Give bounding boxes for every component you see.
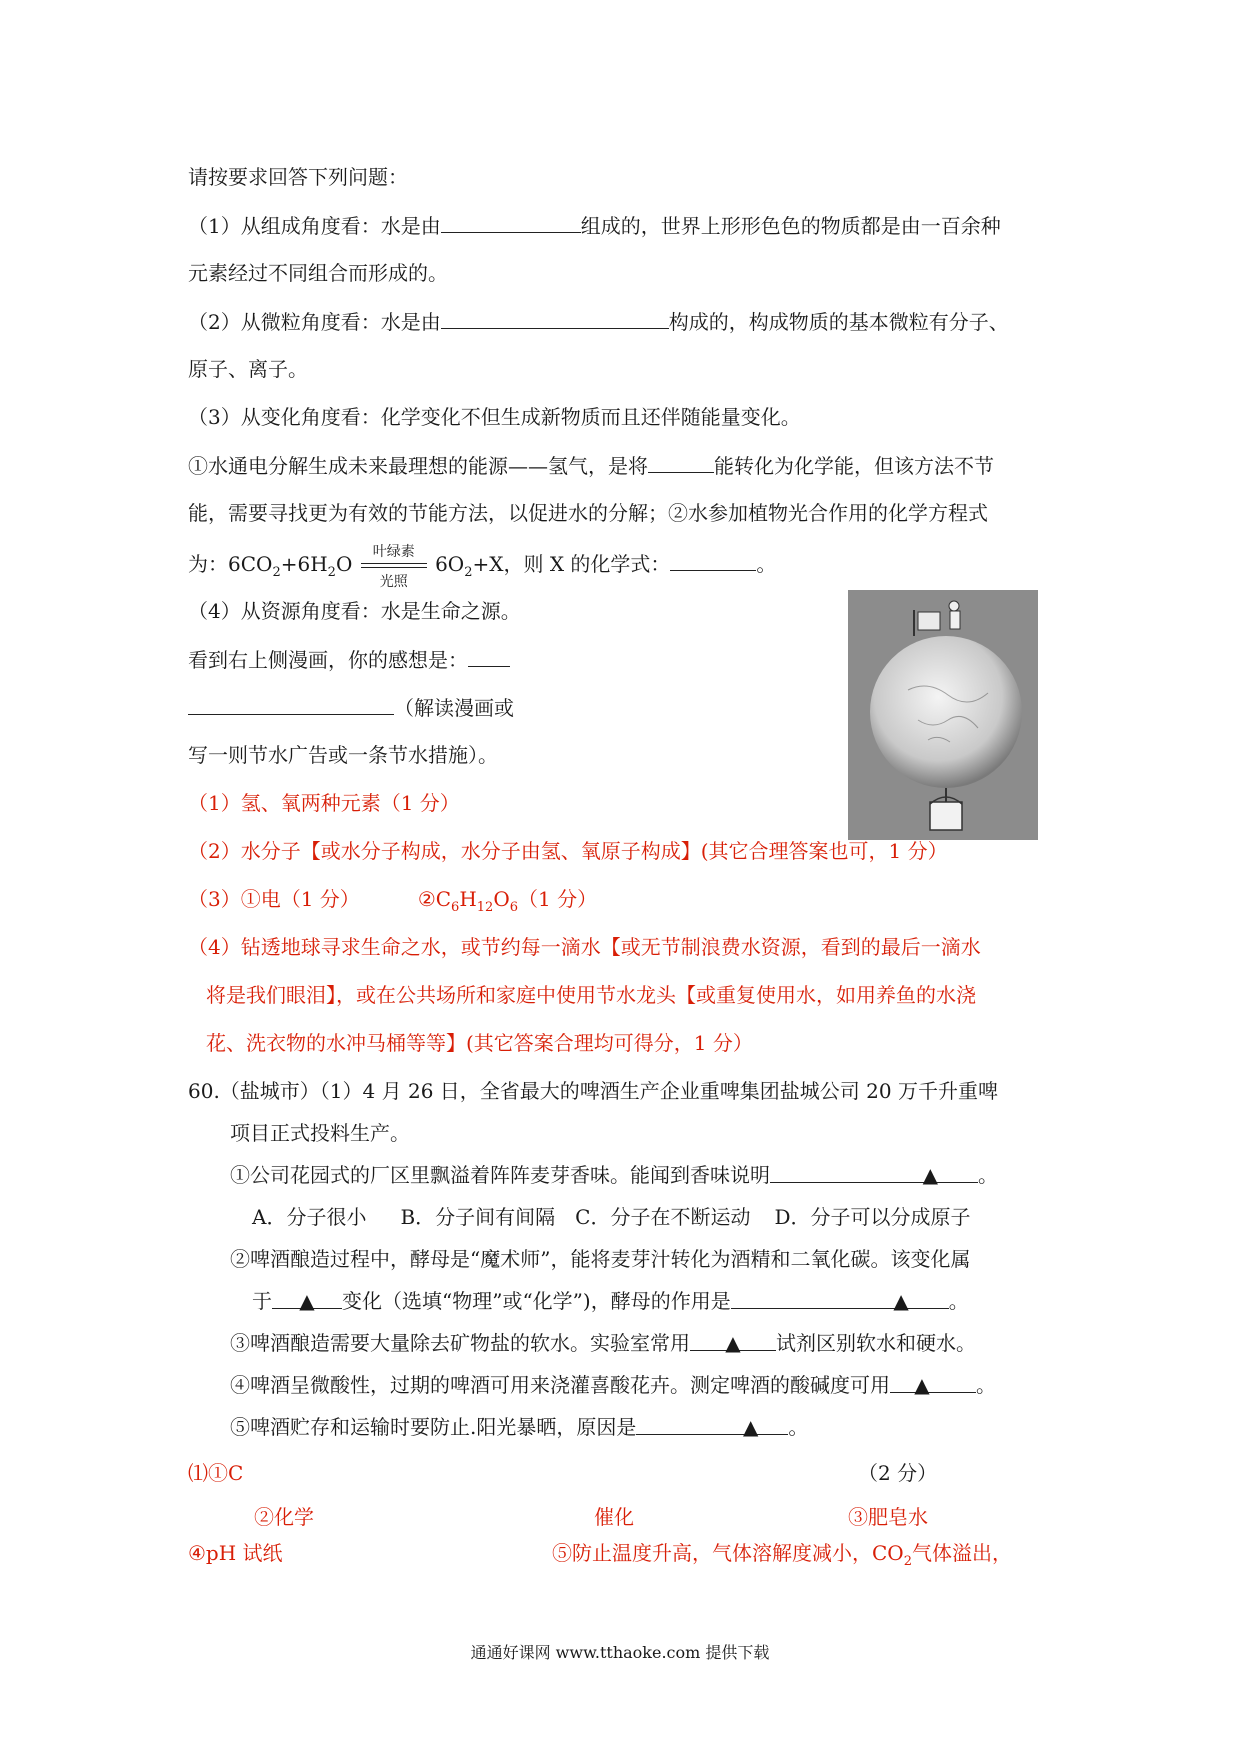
answer59-3: （3）①电（1 分） $②C_6H_{12}O_6(1$ 分）: [188, 887, 598, 915]
answer59-1: （1）氢、氧两种元素（1 分）: [188, 791, 460, 815]
q59-part4-heading: （4）从资源角度看：水是生命之源。: [188, 599, 521, 623]
option-a[interactable]: A．分子很小: [252, 1205, 367, 1229]
answer60-1: ⑴①C: [188, 1461, 244, 1485]
q59-part4-line1: 看到右上侧漫画，你的感想是：: [188, 646, 510, 673]
q60-item1: ①公司花园式的厂区里飘溢着阵阵麦芽香味。能闻到香味说明 ▲ 。: [230, 1163, 998, 1187]
q59-part3-line2: 能，需要寻找更为有效的节能方法，以促进水的分解；②水参加植物光合作用的化学方程式: [188, 501, 988, 525]
answer60-2: ②化学: [254, 1505, 314, 1529]
q59-part1-line1: （1）从组成角度看：水是由 组成的，世界上形形色色的物质都是由一百余种: [188, 214, 1001, 238]
q59-equation-line: 为：$6CO_2+6H_2O$ 叶绿素 光照 $6O_2+X$，则 X 的化学式： 。: [188, 543, 777, 590]
answer-blank[interactable]: [468, 646, 510, 667]
answer59-4-line1: （4）钻透地球寻求生命之水，或节约每一滴水【或无节制浪费水资源，看到的最后一滴水: [188, 935, 981, 959]
earth-water-tap-illustration: [848, 590, 1038, 840]
intro-text: 请按要求回答下列问题：: [188, 165, 408, 189]
answer-blank[interactable]: [441, 308, 669, 329]
answer-blank[interactable]: ▲: [770, 1162, 978, 1183]
q60-line1: 60.（盐城市）（1）4 月 26 日，全省最大的啤酒生产企业重啤集团盐城公司 20 万千升重啤: [188, 1079, 998, 1103]
q59-part2-line2: 原子、离子。: [188, 357, 308, 381]
answer-blank[interactable]: ▲: [731, 1288, 949, 1309]
answer60-5: ⑤防止温度升高，气体溶解度减小，$CO_2$气体溢出，: [552, 1541, 1012, 1569]
q59-part4-line2: （解读漫画或: [188, 694, 514, 721]
answer60-3: ③肥皂水: [848, 1505, 928, 1529]
option-b[interactable]: B．分子间有间隔: [400, 1205, 556, 1229]
q60-item5: ⑤啤酒贮存和运输时要防止.阳光暴晒，原因是 ▲ 。: [230, 1415, 809, 1439]
q59-part2-line1: （2）从微粒角度看：水是由 构成的，构成物质的基本微粒有分子、: [188, 310, 1009, 334]
q59-part1-line2: 元素经过不同组合而形成的。: [188, 261, 448, 285]
answer-blank[interactable]: ▲: [272, 1288, 342, 1309]
answer59-2: （2）水分子【或水分子构成，水分子由氢、氧原子构成】(其它合理答案也可，1 分）: [188, 839, 948, 863]
answer60-2-role: 催化: [594, 1505, 634, 1529]
water-drop-cartoon-image: [848, 590, 1038, 840]
q59-part4-line3: 写一则节水广告或一条节水措施）。: [188, 743, 498, 767]
page-footer: 通通好课网 www.tthaoke.com 提供下载: [470, 1643, 770, 1662]
reaction-condition-arrow: 叶绿素 光照: [359, 553, 429, 579]
option-c[interactable]: C．分子在不断运动: [575, 1205, 751, 1229]
q60-item4: ④啤酒呈微酸性，过期的啤酒可用来浇灌喜酸花卉。测定啤酒的酸碱度可用 ▲ 。: [230, 1373, 996, 1397]
option-d[interactable]: D．分子可以分成原子: [774, 1205, 971, 1229]
q60-options: [252, 1204, 971, 1230]
q60-item2-line2: 于 ▲ 变化（选填“物理”或“化学”)，酵母的作用是 ▲ 。: [252, 1289, 969, 1313]
q59-part3-line1: ①水通电分解生成未来最理想的能源——氢气，是将 能转化为化学能，但该方法不节: [188, 454, 994, 478]
q60-line2: 项目正式投料生产。: [230, 1121, 410, 1145]
answer59-4-line3: 花、洗衣物的水冲马桶等等】(其它答案合理均可得分，1 分）: [206, 1031, 753, 1055]
answer60-1-score: （2 分）: [858, 1461, 938, 1485]
answer-blank[interactable]: [670, 550, 756, 571]
answer-blank[interactable]: [441, 212, 581, 233]
answer-blank[interactable]: [648, 452, 714, 473]
q59-part3-heading: （3）从变化角度看：化学变化不但生成新物质而且还伴随能量变化。: [188, 405, 801, 429]
answer-blank[interactable]: ▲: [636, 1414, 788, 1435]
answer-blank[interactable]: ▲: [890, 1372, 976, 1393]
answer-blank[interactable]: [188, 694, 394, 715]
q60-item2-line1: ②啤酒酿造过程中，酵母是“魔术师”，能将麦芽汁转化为酒精和二氧化碳。该变化属: [230, 1247, 971, 1271]
answer59-4-line2: 将是我们眼泪】，或在公共场所和家庭中使用节水龙头【或重复使用水，如用养鱼的水浇: [206, 983, 976, 1007]
answer60-4: ④pH 试纸: [188, 1541, 283, 1565]
answer-blank[interactable]: ▲: [690, 1330, 776, 1351]
q60-item3: ③啤酒酿造需要大量除去矿物盐的软水。实验室常用 ▲ 试剂区别软水和硬水。: [230, 1331, 976, 1355]
